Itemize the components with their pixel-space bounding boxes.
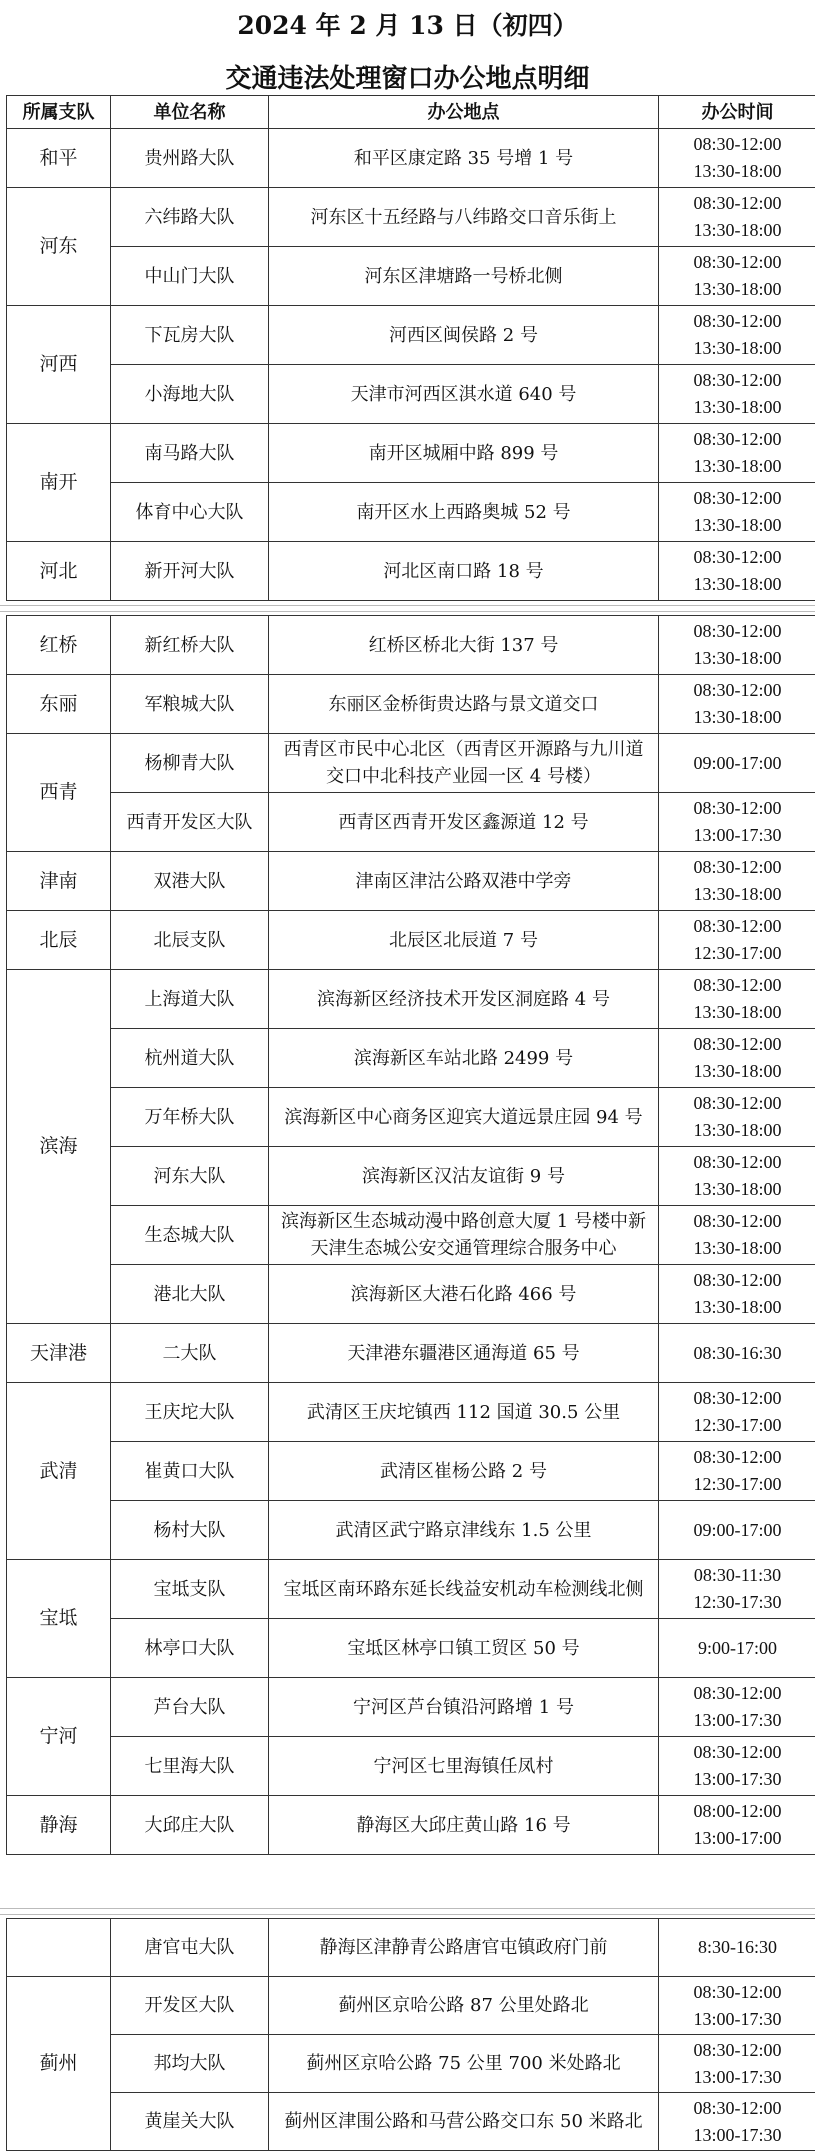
address-cell: 静海区津静青公路唐官屯镇政府门前 (269, 1919, 659, 1977)
hours-line: 13:00-17:30 (693, 2066, 782, 2087)
hours-line: 08:30-12:00 (693, 1447, 782, 1467)
unit-name-cell: 二大队 (111, 1324, 269, 1383)
hours-line: 13:30-18:00 (693, 1002, 782, 1022)
hours-line: 13:30-18:00 (693, 279, 782, 299)
district-cell: 和平 (7, 129, 111, 188)
unit-name-cell: 杨柳青大队 (111, 734, 269, 793)
hours-line: 13:30-18:00 (693, 1120, 782, 1140)
hours-line: 13:30-18:00 (693, 574, 782, 594)
district-cell: 西青 (7, 734, 111, 852)
unit-name-cell: 双港大队 (111, 852, 269, 911)
col-header-unit: 单位名称 (111, 96, 269, 129)
hours-cell (659, 1324, 815, 1383)
address-cell: 滨海新区生态城动漫中路创意大厦 1 号楼中新天津生态城公安交通管理综合服务中心 (269, 1206, 659, 1265)
address-cell: 西青区西青开发区鑫源道 12 号 (269, 793, 659, 852)
hours-line: 13:30-18:00 (693, 161, 782, 181)
table-row (7, 1501, 815, 1560)
table-row (7, 1977, 815, 2035)
address-cell: 河东区津塘路一号桥北侧 (269, 247, 659, 306)
hours-line: 08:30-12:00 (693, 798, 782, 818)
district-cell: 东丽 (7, 675, 111, 734)
hours-line: 12:30-17:30 (693, 1592, 782, 1612)
unit-name-cell: 万年桥大队 (111, 1088, 269, 1147)
unit-name-cell: 邦均大队 (111, 2035, 269, 2093)
hours-cell (659, 247, 815, 306)
unit-name-cell: 王庆坨大队 (111, 1383, 269, 1442)
hours-cell (659, 1678, 815, 1737)
hours-line: 08:30-12:00 (693, 370, 782, 390)
hours-cell (659, 1147, 815, 1206)
hours-line: 13:00-17:30 (693, 1769, 782, 1789)
hours-line: 13:00-17:00 (693, 1828, 782, 1848)
hours-line: 08:30-12:00 (693, 1093, 782, 1113)
table-header-row (7, 96, 815, 129)
table-row (7, 675, 815, 734)
hours-line: 08:30-12:00 (693, 1742, 782, 1762)
address-cell: 滨海新区大港石化路 466 号 (269, 1265, 659, 1324)
hours-line: 08:30-12:00 (693, 916, 782, 936)
hours-cell (659, 2035, 815, 2093)
hours-cell (659, 1919, 815, 1977)
hours-line: 13:30-18:00 (693, 456, 782, 476)
unit-name-cell: 西青开发区大队 (111, 793, 269, 852)
hours-line: 08:30-12:00 (693, 857, 782, 877)
table-row (7, 1383, 815, 1442)
table-row (7, 1678, 815, 1737)
hours-line: 12:30-17:00 (693, 1415, 782, 1435)
unit-name-cell: 六纬路大队 (111, 188, 269, 247)
hours-line: 13:30-18:00 (693, 1061, 782, 1081)
address-cell: 红桥区桥北大街 137 号 (269, 616, 659, 675)
address-cell: 静海区大邱庄黄山路 16 号 (269, 1796, 659, 1855)
district-cell: 河东 (7, 188, 111, 306)
page-break (0, 1905, 815, 1918)
district-cell (7, 1919, 111, 1977)
hours-line: 13:30-18:00 (693, 707, 782, 727)
hours-cell (659, 616, 815, 675)
unit-name-cell: 军粮城大队 (111, 675, 269, 734)
address-cell: 滨海新区汉沽友谊街 9 号 (269, 1147, 659, 1206)
district-cell: 静海 (7, 1796, 111, 1855)
hours-cell (659, 1501, 815, 1560)
hours-cell (659, 1383, 815, 1442)
hours-cell (659, 1977, 815, 2035)
table-row (7, 1324, 815, 1383)
address-cell: 武清区崔杨公路 2 号 (269, 1442, 659, 1501)
hours-line: 13:30-18:00 (693, 220, 782, 240)
unit-name-cell: 七里海大队 (111, 1737, 269, 1796)
hours-line: 08:30-12:00 (693, 1270, 782, 1290)
hours-line: 13:30-18:00 (693, 1297, 782, 1317)
table-row (7, 1029, 815, 1088)
hours-line: 08:30-12:00 (693, 488, 782, 508)
address-cell: 滨海新区中心商务区迎宾大道远景庄园 94 号 (269, 1088, 659, 1147)
district-cell: 蓟州 (7, 1977, 111, 2151)
page-title: 交通违法处理窗口办公地点明细 (225, 64, 590, 94)
table-row (7, 852, 815, 911)
district-cell: 宁河 (7, 1678, 111, 1796)
address-cell: 和平区康定路 35 号增 1 号 (269, 129, 659, 188)
office-table-part-1 (6, 95, 815, 601)
hours-cell (659, 1088, 815, 1147)
address-cell: 河北区南口路 18 号 (269, 542, 659, 601)
hours-line: 13:00-17:30 (693, 2124, 782, 2145)
hours-line: 08:30-12:00 (693, 1388, 782, 1408)
hours-line: 08:30-16:30 (693, 1342, 782, 1363)
hours-line: 13:00-17:30 (693, 2008, 782, 2029)
table-row (7, 542, 815, 601)
hours-line: 08:30-12:00 (693, 1981, 782, 2002)
unit-name-cell: 河东大队 (111, 1147, 269, 1206)
unit-name-cell: 下瓦房大队 (111, 306, 269, 365)
office-table-part-2 (6, 615, 815, 1855)
address-cell: 东丽区金桥街贵达路与景文道交口 (269, 675, 659, 734)
table-row (7, 365, 815, 424)
report-date: 2024 年 2 月 13 日（初四） (237, 11, 578, 40)
address-cell: 滨海新区经济技术开发区洞庭路 4 号 (269, 970, 659, 1029)
hours-cell (659, 911, 815, 970)
table-row (7, 1206, 815, 1265)
hours-line: 08:30-12:00 (693, 1683, 782, 1703)
unit-name-cell: 生态城大队 (111, 1206, 269, 1265)
unit-name-cell: 南马路大队 (111, 424, 269, 483)
hours-line: 08:30-12:00 (693, 2039, 782, 2060)
district-cell: 滨海 (7, 970, 111, 1324)
unit-name-cell: 小海地大队 (111, 365, 269, 424)
address-cell: 南开区城厢中路 899 号 (269, 424, 659, 483)
hours-line: 08:30-12:00 (693, 2097, 782, 2118)
address-cell: 津南区津沽公路双港中学旁 (269, 852, 659, 911)
hours-cell (659, 1029, 815, 1088)
col-header-hours: 办公时间 (659, 96, 815, 129)
hours-cell (659, 734, 815, 793)
hours-line: 09:00-17:00 (693, 1519, 782, 1540)
hours-cell (659, 1737, 815, 1796)
unit-name-cell: 大邱庄大队 (111, 1796, 269, 1855)
office-table-part-3 (6, 1918, 815, 2151)
hours-line: 13:30-18:00 (693, 1179, 782, 1199)
district-cell: 宝坻 (7, 1560, 111, 1678)
hours-cell (659, 542, 815, 601)
unit-name-cell: 上海道大队 (111, 970, 269, 1029)
address-cell: 宁河区七里海镇任凤村 (269, 1737, 659, 1796)
hours-cell (659, 852, 815, 911)
unit-name-cell: 北辰支队 (111, 911, 269, 970)
district-cell: 北辰 (7, 911, 111, 970)
hours-line: 08:00-12:00 (693, 1801, 782, 1821)
district-cell: 天津港 (7, 1324, 111, 1383)
hours-cell (659, 365, 815, 424)
hours-line: 13:30-18:00 (693, 1238, 782, 1258)
hours-line: 13:30-18:00 (693, 648, 782, 668)
hours-cell (659, 793, 815, 852)
table-row (7, 1919, 815, 1977)
hours-line: 08:30-12:00 (693, 621, 782, 641)
table-row (7, 1088, 815, 1147)
hours-line: 09:00-17:00 (693, 752, 782, 773)
address-cell: 西青区市民中心北区（西青区开源路与九川道交口中北科技产业园一区 4 号楼） (269, 734, 659, 793)
hours-line: 08:30-12:00 (693, 1152, 782, 1172)
unit-name-cell: 黄崖关大队 (111, 2093, 269, 2151)
table-row (7, 188, 815, 247)
address-cell: 南开区水上西路奥城 52 号 (269, 483, 659, 542)
unit-name-cell: 宝坻支队 (111, 1560, 269, 1619)
unit-name-cell: 体育中心大队 (111, 483, 269, 542)
table-row (7, 1442, 815, 1501)
unit-name-cell: 唐官屯大队 (111, 1919, 269, 1977)
hours-cell (659, 188, 815, 247)
hours-cell (659, 1560, 815, 1619)
table-row (7, 1737, 815, 1796)
unit-name-cell: 林亭口大队 (111, 1619, 269, 1678)
district-cell: 南开 (7, 424, 111, 542)
unit-name-cell: 杨村大队 (111, 1501, 269, 1560)
table-row (7, 2093, 815, 2151)
table-row (7, 1147, 815, 1206)
unit-name-cell: 芦台大队 (111, 1678, 269, 1737)
hours-cell (659, 1442, 815, 1501)
address-cell: 蓟州区津围公路和马营公路交口东 50 米路北 (269, 2093, 659, 2151)
table-row (7, 483, 815, 542)
hours-line: 08:30-12:00 (693, 193, 782, 213)
unit-name-cell: 新红桥大队 (111, 616, 269, 675)
hours-line: 08:30-12:00 (693, 429, 782, 449)
hours-line: 9:00-17:00 (698, 1637, 777, 1658)
district-cell: 河北 (7, 542, 111, 601)
district-cell: 红桥 (7, 616, 111, 675)
unit-name-cell: 杭州道大队 (111, 1029, 269, 1088)
table-row (7, 129, 815, 188)
hours-cell (659, 970, 815, 1029)
hours-cell (659, 424, 815, 483)
district-cell: 津南 (7, 852, 111, 911)
table-row (7, 970, 815, 1029)
table-row (7, 793, 815, 852)
address-cell: 滨海新区车站北路 2499 号 (269, 1029, 659, 1088)
hours-cell (659, 306, 815, 365)
hours-line: 13:30-18:00 (693, 515, 782, 535)
table-row (7, 734, 815, 793)
address-cell: 蓟州区京哈公路 87 公里处路北 (269, 1977, 659, 2035)
unit-name-cell: 贵州路大队 (111, 129, 269, 188)
address-cell: 河西区闽侯路 2 号 (269, 306, 659, 365)
address-cell: 武清区武宁路京津线东 1.5 公里 (269, 1501, 659, 1560)
hours-line: 08:30-12:00 (693, 1211, 782, 1231)
hours-line: 12:30-17:00 (693, 943, 782, 963)
address-cell: 武清区王庆坨镇西 112 国道 30.5 公里 (269, 1383, 659, 1442)
district-cell: 河西 (7, 306, 111, 424)
table-row (7, 1560, 815, 1619)
hours-cell (659, 1206, 815, 1265)
hours-line: 08:30-12:00 (693, 547, 782, 567)
table-row (7, 616, 815, 675)
hours-cell (659, 675, 815, 734)
col-header-address: 办公地点 (269, 96, 659, 129)
unit-name-cell: 开发区大队 (111, 1977, 269, 2035)
table-row (7, 247, 815, 306)
table-row (7, 1796, 815, 1855)
hours-line: 13:30-18:00 (693, 397, 782, 417)
unit-name-cell: 新开河大队 (111, 542, 269, 601)
hours-line: 13:30-18:00 (693, 338, 782, 358)
address-cell: 宝坻区南环路东延长线益安机动车检测线北侧 (269, 1560, 659, 1619)
address-cell: 天津市河西区淇水道 640 号 (269, 365, 659, 424)
address-cell: 天津港东疆港区通海道 65 号 (269, 1324, 659, 1383)
hours-line: 08:30-11:30 (693, 1565, 782, 1585)
address-cell: 北辰区北辰道 7 号 (269, 911, 659, 970)
hours-line: 13:00-17:30 (693, 1710, 782, 1730)
table-row (7, 306, 815, 365)
unit-name-cell: 崔黄口大队 (111, 1442, 269, 1501)
hours-line: 12:30-17:00 (693, 1474, 782, 1494)
page-break (0, 602, 815, 615)
hours-cell (659, 129, 815, 188)
table-row (7, 911, 815, 970)
hours-cell (659, 1796, 815, 1855)
hours-line: 08:30-12:00 (693, 134, 782, 154)
table-row (7, 1619, 815, 1678)
hours-cell (659, 2093, 815, 2151)
unit-name-cell: 港北大队 (111, 1265, 269, 1324)
hours-line: 8:30-16:30 (698, 1937, 777, 1957)
hours-line: 13:30-18:00 (693, 884, 782, 904)
table-row (7, 1265, 815, 1324)
hours-line: 08:30-12:00 (693, 975, 782, 995)
hours-cell (659, 1619, 815, 1678)
hours-cell (659, 1265, 815, 1324)
hours-line: 13:00-17:30 (693, 825, 782, 845)
table-row (7, 2035, 815, 2093)
unit-name-cell: 中山门大队 (111, 247, 269, 306)
address-cell: 蓟州区京哈公路 75 公里 700 米处路北 (269, 2035, 659, 2093)
col-header-district: 所属支队 (7, 96, 111, 129)
hours-cell (659, 483, 815, 542)
district-cell: 武清 (7, 1383, 111, 1560)
hours-line: 08:30-12:00 (693, 680, 782, 700)
hours-line: 08:30-12:00 (693, 1034, 782, 1054)
address-cell: 宝坻区林亭口镇工贸区 50 号 (269, 1619, 659, 1678)
address-cell: 河东区十五经路与八纬路交口音乐街上 (269, 188, 659, 247)
hours-line: 08:30-12:00 (693, 252, 782, 272)
table-row (7, 424, 815, 483)
hours-line: 08:30-12:00 (693, 311, 782, 331)
address-cell: 宁河区芦台镇沿河路增 1 号 (269, 1678, 659, 1737)
